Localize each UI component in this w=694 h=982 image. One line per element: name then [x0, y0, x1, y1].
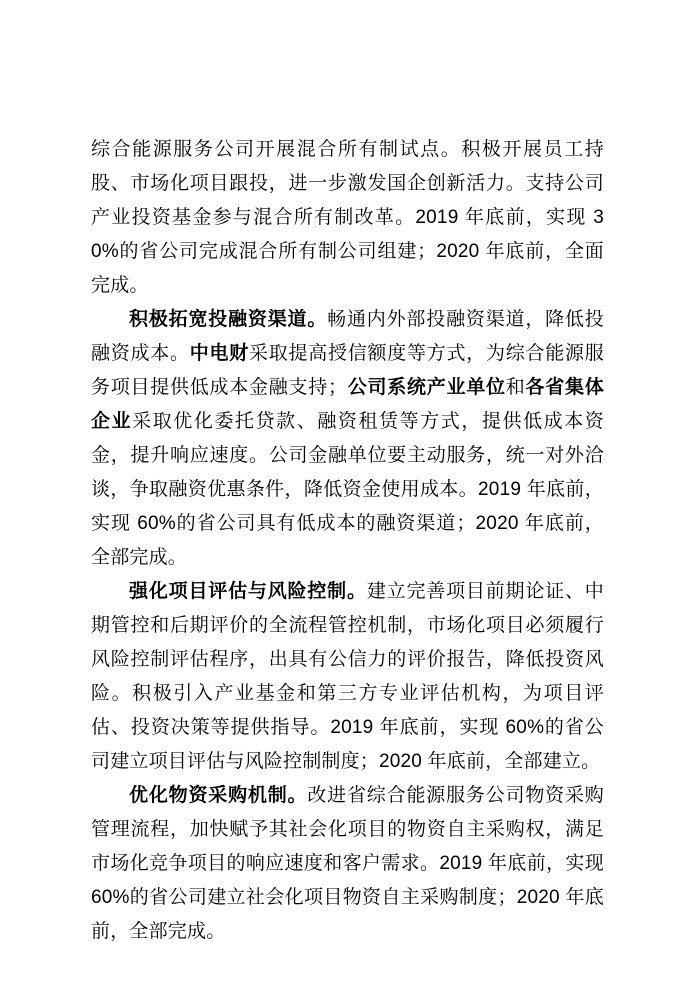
body-paragraph-1 — [91, 133, 604, 303]
bold-text-run: 中电财 — [189, 343, 250, 364]
text-run: 采取优化委托贷款、融资租赁等方式，提供低成本资金，提升响应速度。公司金融单位要主动服务，统一对外洽谈，争取融资优惠条件，降低资金使用成本。2019 年底前，实现 60%的省公司具有低成本的融资渠道；2020 年底前，全部完成。 — [91, 411, 604, 568]
body-paragraph-2 — [91, 303, 604, 575]
bold-text-run: 公司系统产业单位 — [347, 377, 506, 398]
bold-text-run: 优化物资采购机制。 — [129, 785, 308, 806]
bold-text-run: 各省集体企业 — [91, 377, 604, 432]
body-paragraph-4 — [91, 779, 604, 949]
bold-text-run: 强化项目评估与风险控制。 — [129, 581, 367, 602]
text-run: 和 — [505, 377, 526, 398]
bold-text-run: 积极拓宽投融资渠道。 — [129, 309, 328, 330]
body-paragraph-3 — [91, 575, 604, 779]
text-run: 建立完善项目前期论证、中期管控和后期评价的全流程管控机制，市场化项目必须履行风险控制评估程序，出具有公信力的评价报告，降低投资风险。积极引入产业基金和第三方专业评估机构，为项目评估、投资决策等提供指导。2019 年底前，实现 60%的省公司建立项目评估与风险控制制度；2020 年底前，全部建立。 — [91, 581, 604, 772]
text-run: 改进省综合能源服务公司物资采购管理流程，加快赋予其社会化项目的物资自主采购权，满足市场化竞争项目的响应速度和客户需求。2019 年底前，实现 60%的省公司建立社会化项目物资自主采购制度；2020 年底前，全部完成。 — [91, 785, 604, 942]
document-body — [91, 133, 604, 949]
text-run: 采取提高授信额度等方式，为综合能源服务项目提供低成本金融支持； — [91, 343, 604, 398]
text-run: 畅通内外部投融资渠道，降低投融资成本。 — [91, 309, 604, 364]
text-run: 综合能源服务公司开展混合所有制试点。积极开展员工持股、市场化项目跟投，进一步激发国企创新活力。支持公司产业投资基金参与混合所有制改革。2019 年底前，实现 30%的省公司完成混合所有制公司组建；2020 年底前，全面完成。 — [91, 139, 604, 296]
